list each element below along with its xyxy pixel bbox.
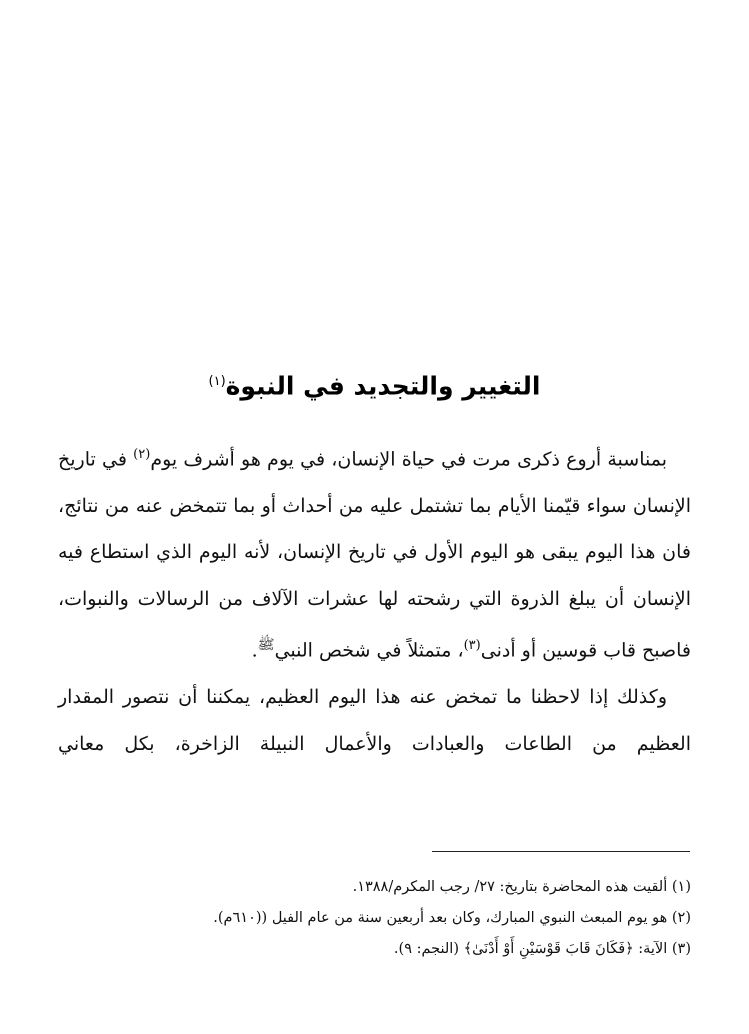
paragraph-2: [58, 674, 691, 767]
footnotes: [58, 872, 691, 965]
footnote-ref-2: (٢): [133, 447, 151, 462]
honorific-symbol: ﷺ: [257, 637, 275, 654]
footnote-2: (٢) هو يوم المبعث النبوي المبارك، وكان بعد أربعين سنة من عام الفيل ((٦١٠م).: [213, 910, 691, 926]
paragraph-1-end: .: [251, 639, 258, 662]
paragraph-1-part-2: في تاريخ الإنسان سواء قيّمنا الأيام بما تشتمل عليه من أحداث أو بما تتمخض عنه من نتائج، فان هذا اليوم يبقى هو اليوم الأول في تاريخ الإنسان، لأنه اليوم الذي استطاع فيه الإنسان أن يبلغ الذروة التي رشحته لها عشرات الآلاف من الرسالات والنبوات، فاصبح قاب قوسين أو أدنى: [58, 448, 691, 662]
footnote-1: (١) ألقيت هذه المحاضرة بتاريخ: ٢٧/ رجب المكرم/١٣٨٨.: [352, 879, 691, 895]
footnote-divider: [432, 851, 690, 852]
paragraph-1-part-1: بمناسبة أروع ذكرى مرت في حياة الإنسان، في يوم هو أشرف يوم: [150, 448, 667, 471]
body-text: [58, 432, 691, 767]
title-footnote-ref: (١): [208, 374, 226, 389]
paragraph-1: [58, 432, 691, 674]
paragraph-2-text: وكذلك إذا لاحظنا ما تمخض عنه هذا اليوم العظيم، يمكننا أن نتصور المقدار العظيم من الطاعات والعبادات والأعمال النبيلة الزاخرة، بكل معاني: [58, 686, 691, 755]
paragraph-1-part-3: ، متمثلاً في شخص النبي: [274, 639, 464, 662]
footnote-ref-3: (٣): [463, 638, 481, 654]
chapter-title: [0, 362, 749, 406]
chapter-title-text: التغيير والتجديد في النبوة: [225, 371, 541, 401]
footnote-3: (٣) الآية: ﴿فَكَانَ قَابَ قَوْسَيْنِ أَوْ أَدْنَىٰ﴾ (النجم: ٩).: [393, 941, 691, 957]
